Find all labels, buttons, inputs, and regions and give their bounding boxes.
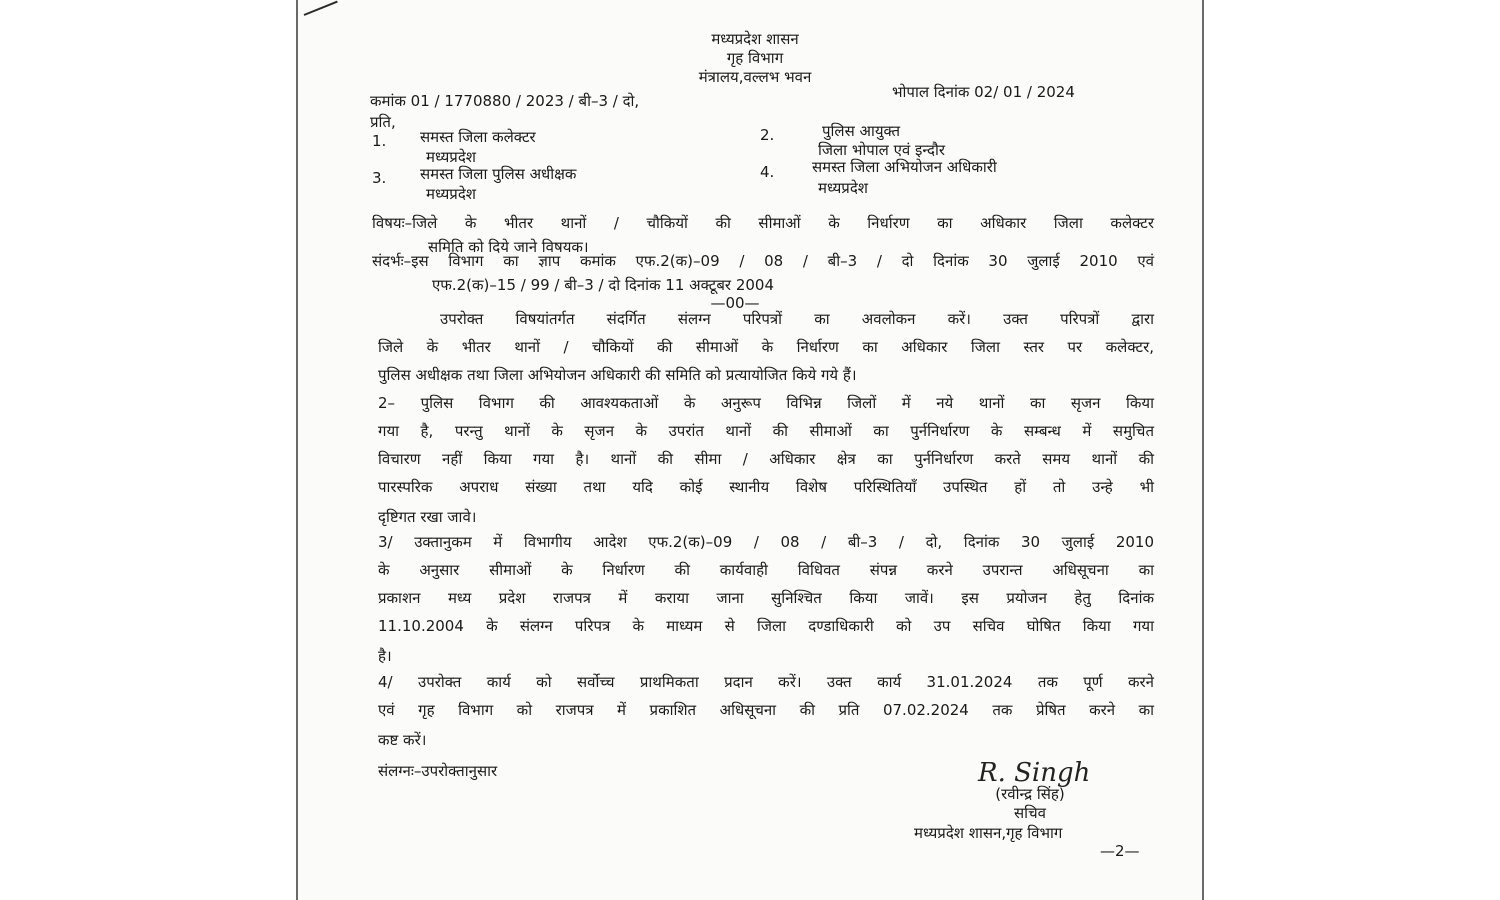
enclosure-note: संलग्नः–उपरोक्तानुसार — [378, 762, 498, 780]
para1-line-2: जिले के भीतर थानों / चौकियों की सीमाओं के निर्धारण का अधिकार जिला स्तर पर कलेक्टर, — [378, 338, 1154, 356]
recipient-1-line2: मध्यप्रदेश — [426, 148, 477, 166]
para2-line-3: विचारण नहीं किया गया है। थानों की सीमा / अधिकार क्षेत्र का पुर्ननिर्धारण करते समय थानों की — [378, 450, 1154, 468]
para2-line-2: गया है, परन्तु थानों के सृजन के उपरांत थानों की सीमाओं का पुर्ननिर्धारण के सम्बन्ध में समुचित — [378, 422, 1154, 440]
recipient-2-line2: जिला भोपाल एवं इन्दौर — [818, 141, 945, 159]
to-label: प्रति, — [370, 113, 396, 131]
reference-line-1: संदर्भः–इस विभाग का ज्ञाप कमांक एफ.2(क)–09 / 08 / बी–3 / दो दिनांक 30 जुलाई 2010 एवं — [372, 252, 1154, 270]
para3-line-4: 11.10.2004 के संलग्न परिपत्र के माध्यम से जिला दण्डाधिकारी को उप सचिव घोषित किया गया — [378, 617, 1154, 635]
recipient-4-num: 4. — [760, 163, 775, 181]
page-number: —2— — [1100, 842, 1140, 860]
reference-line-2: एफ.2(क)–15 / 99 / बी–3 / दो दिनांक 11 अक्टूबर 2004 — [432, 276, 774, 294]
recipient-1-num: 1. — [372, 132, 387, 150]
recipient-2-line1: पुलिस आयुक्त — [822, 122, 901, 140]
para2-line-1: 2– पुलिस विभाग की आवश्यकताओं के अनुरूप विभिन्न जिलों में नये थानों का सृजन किया — [378, 394, 1154, 412]
recipient-2-num: 2. — [760, 126, 775, 144]
recipient-3-line2: मध्यप्रदेश — [426, 185, 477, 203]
para1-line-1: उपरोक्त विषयांतर्गत संदर्गित संलग्न परिपत्रों का अवलोकन करें। उक्त परिपत्रों द्वारा — [440, 310, 1154, 328]
reference-divider: —00— — [710, 294, 760, 312]
header-dept: गृह विभाग — [726, 49, 784, 67]
para2-line-5: दृष्टिगत रखा जावे। — [378, 508, 477, 526]
para4-line-2: एवं गृह विभाग को राजपत्र में प्रकाशित अधिसूचना की प्रति 07.02.2024 तक प्रेषित करने का — [378, 701, 1154, 719]
recipient-4-line1: समस्त जिला अभियोजन अधिकारी — [812, 158, 997, 176]
para1-line-3: पुलिस अधीक्षक तथा जिला अभियोजन अधिकारी की समिति को प्रत्यायोजित किये गये हैं। — [378, 366, 857, 384]
recipient-3-line1: समस्त जिला पुलिस अधीक्षक — [420, 165, 577, 183]
signatory-name: (रवीन्द्र सिंह) — [995, 785, 1065, 803]
para3-line-3: प्रकाशन मध्य प्रदेश राजपत्र में कराया जाना सुनिश्चित किया जावें। इस प्रयोजन हेतु दिनांक — [378, 589, 1154, 607]
subject-line-2: समिति को दिये जाने विषयक। — [428, 238, 589, 256]
para2-line-4: पारस्परिक अपराध संख्या तथा यदि कोई स्थानीय विशेष परिस्थितियाँ उपस्थित हों तो उन्हे भी — [378, 478, 1154, 496]
para3-line-5: है। — [378, 647, 392, 665]
para4-line-1: 4/ उपरोक्त कार्य को सर्वोच्च प्राथमिकता प्रदान करें। उक्त कार्य 31.01.2024 तक पूर्ण करने — [378, 673, 1154, 691]
signatory-designation: सचिव — [1014, 804, 1046, 822]
signatory-office: मध्यप्रदेश शासन,गृह विभाग — [914, 824, 1063, 842]
recipient-4-line2: मध्यप्रदेश — [818, 179, 869, 197]
handwritten-signature: R. Singh — [978, 758, 1091, 788]
recipient-1-line1: समस्त जिला कलेक्टर — [420, 128, 536, 146]
para4-line-3: कष्ट करें। — [378, 731, 427, 749]
letter-place-date: भोपाल दिनांक 02/ 01 / 2024 — [892, 83, 1075, 101]
para3-line-1: 3/ उक्तानुकम में विभागीय आदेश एफ.2(क)–09 / 08 / बी–3 / दो, दिनांक 30 जुलाई 2010 — [378, 533, 1154, 551]
recipient-3-num: 3. — [372, 169, 387, 187]
para3-line-2: के अनुसार सीमाओं के निर्धारण की कार्यवाही विधिवत संपन्न करने उपरान्त अधिसूचना का — [378, 561, 1154, 579]
header-govt: मध्यप्रदेश शासन — [711, 30, 799, 48]
header-office: मंत्रालय,वल्लभ भवन — [698, 68, 812, 86]
subject-line-1: विषयः–जिले के भीतर थानों / चौकियों की सीमाओं के निर्धारण का अधिकार जिला कलेक्टर — [372, 214, 1154, 232]
letter-number: कमांक 01 / 1770880 / 2023 / बी–3 / दो, — [370, 92, 640, 110]
